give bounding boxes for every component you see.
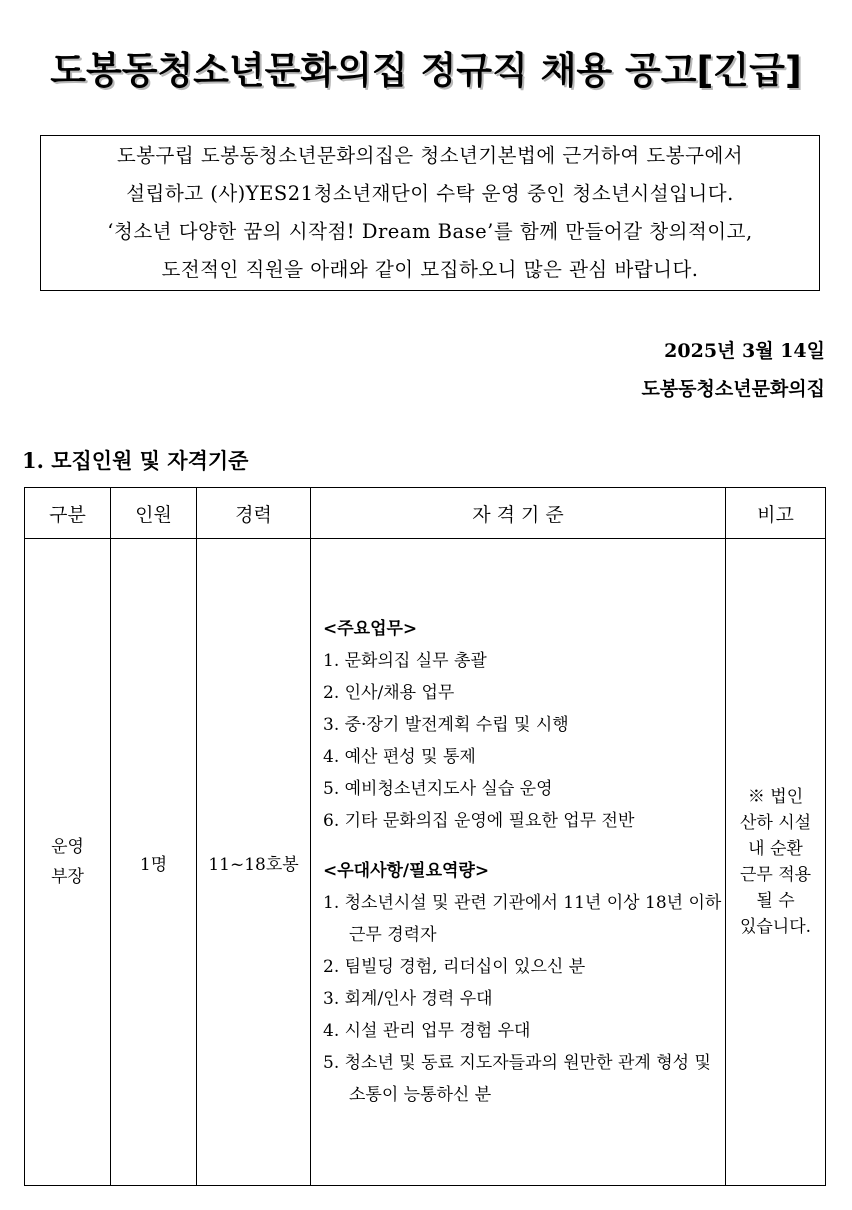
announcement-date: 2025년 3월 14일 (664, 340, 825, 362)
header-division: 구분 (25, 488, 111, 539)
duties-title: <주요업무> (323, 619, 418, 639)
duty-item: 1. 문화의집 실무 총괄 (323, 651, 487, 671)
section-heading: 1. 모집인원 및 자격기준 (22, 448, 249, 473)
duty-item: 5. 예비청소년지도사 실습 운영 (323, 779, 553, 799)
duty-item: 3. 중·장기 발전계획 수립 및 시행 (323, 715, 569, 735)
division-cell (25, 539, 111, 1186)
remarks-cell (726, 539, 826, 1186)
career-cell: 11~18호봉 (197, 539, 311, 1186)
intro-line: 설립하고 (사)YES21청소년재단이 수탁 운영 중인 청소년시설입니다. (126, 182, 734, 205)
header-remarks: 비고 (726, 488, 826, 539)
preference-item: 3. 회계/인사 경력 우대 (323, 989, 493, 1009)
division-line: 운영 (51, 837, 84, 857)
preferences-title: <우대사항/필요역량> (323, 861, 490, 881)
date-block (641, 332, 825, 408)
duty-item: 6. 기타 문화의집 운영에 필요한 업무 전반 (323, 811, 635, 831)
preference-item: 2. 팀빌딩 경험, 리더십이 있으신 분 (323, 957, 586, 977)
intro-line: 도봉구립 도봉동청소년문화의집은 청소년기본법에 근거하여 도봉구에서 (116, 144, 744, 167)
header-career: 경력 (197, 488, 311, 539)
intro-line: ‘청소년 다양한 꿈의 시작점! Dream Base’를 함께 만들어갈 창의적이고, (107, 220, 753, 243)
remark-line: 산하 시설 (739, 813, 812, 833)
intro-box (40, 135, 820, 291)
table-header-row (25, 488, 826, 539)
preference-item: 4. 시설 관리 업무 경험 우대 (323, 1021, 531, 1041)
intro-line: 도전적인 직원을 아래와 같이 모집하오니 많은 관심 바랍니다. (161, 258, 699, 281)
organization-name: 도봉동청소년문화의집 (641, 378, 825, 400)
duty-item: 4. 예산 편성 및 통제 (323, 747, 476, 767)
preference-item: 5. 청소년 및 동료 지도자들과의 원만한 관계 형성 및 소통이 능통하신 분 (323, 1053, 711, 1105)
division-line: 부장 (51, 867, 84, 887)
remark-line: 있습니다. (739, 917, 812, 937)
header-qualifications: 자 격 기 준 (311, 488, 726, 539)
page-title: 도봉동청소년문화의집 정규직 채용 공고[긴급] (50, 49, 802, 92)
table-row (25, 539, 826, 1186)
duty-item: 2. 인사/채용 업무 (323, 683, 455, 703)
qualifications-cell (311, 539, 726, 1186)
preference-item: 1. 청소년시설 및 관련 기관에서 11년 이상 18년 이하 근무 경력자 (323, 893, 722, 945)
spacer (323, 837, 725, 855)
count-cell: 1명 (111, 539, 197, 1186)
remark-line: 근무 적용 (739, 865, 812, 885)
recruitment-table (24, 487, 826, 1186)
remark-line: ※ 법인 (747, 787, 804, 807)
remark-line: 내 순환 (748, 839, 803, 859)
header-count: 인원 (111, 488, 197, 539)
remark-line: 될 수 (756, 891, 795, 911)
